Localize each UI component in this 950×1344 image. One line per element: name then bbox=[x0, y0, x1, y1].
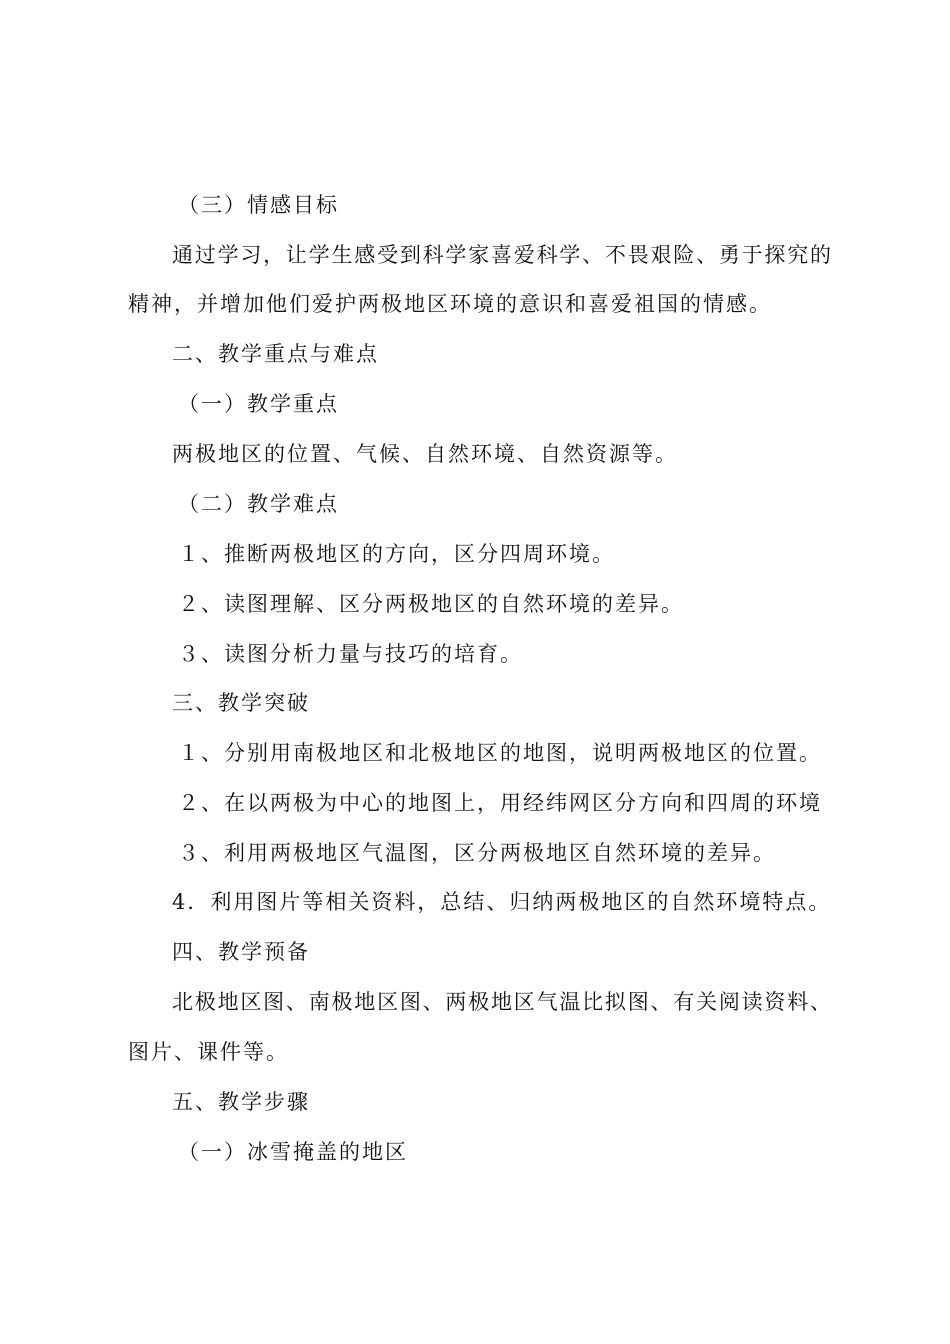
list-item: ３、利用两极地区气温图，区分两极地区自然环境的差异。 bbox=[178, 841, 776, 865]
subsection-heading: （一）教学重点 bbox=[178, 392, 339, 416]
section-heading: 三、教学突破 bbox=[172, 691, 310, 715]
section-heading: 四、教学预备 bbox=[172, 940, 310, 964]
list-item: ３、读图分析力量与技巧的培育。 bbox=[178, 642, 523, 666]
paragraph-line: 图片、课件等。 bbox=[128, 1040, 289, 1064]
list-item: ２、读图理解、区分两极地区的自然环境的差异。 bbox=[178, 592, 684, 616]
paragraph-line: 通过学习，让学生感受到科学家喜爱科学、不畏艰险、勇于探究的 bbox=[172, 243, 832, 267]
list-item: 4．利用图片等相关资料，总结、归纳两极地区的自然环境特点。 bbox=[172, 890, 832, 914]
paragraph-line: 精神，并增加他们爱护两极地区环境的意识和喜爱祖国的情感。 bbox=[128, 292, 772, 316]
heading-emotion-goal: （三）情感目标 bbox=[178, 193, 339, 217]
list-item: ２、在以两极为中心的地图上，用经纬网区分方向和四周的环境 bbox=[178, 791, 822, 815]
list-item: １、推断两极地区的方向，区分四周环境。 bbox=[178, 542, 615, 566]
section-heading: 五、教学步骤 bbox=[172, 1090, 310, 1114]
paragraph-line: 北极地区图、南极地区图、两极地区气温比拟图、有关阅读资料、 bbox=[172, 990, 832, 1014]
subsection-heading: （二）教学难点 bbox=[178, 492, 339, 516]
paragraph-line: 两极地区的位置、气候、自然环境、自然资源等。 bbox=[172, 442, 678, 466]
subsection-heading: （一）冰雪掩盖的地区 bbox=[178, 1140, 408, 1164]
section-heading: 二、教学重点与难点 bbox=[172, 342, 379, 366]
list-item: １、分别用南极地区和北极地区的地图，说明两极地区的位置。 bbox=[178, 741, 822, 765]
